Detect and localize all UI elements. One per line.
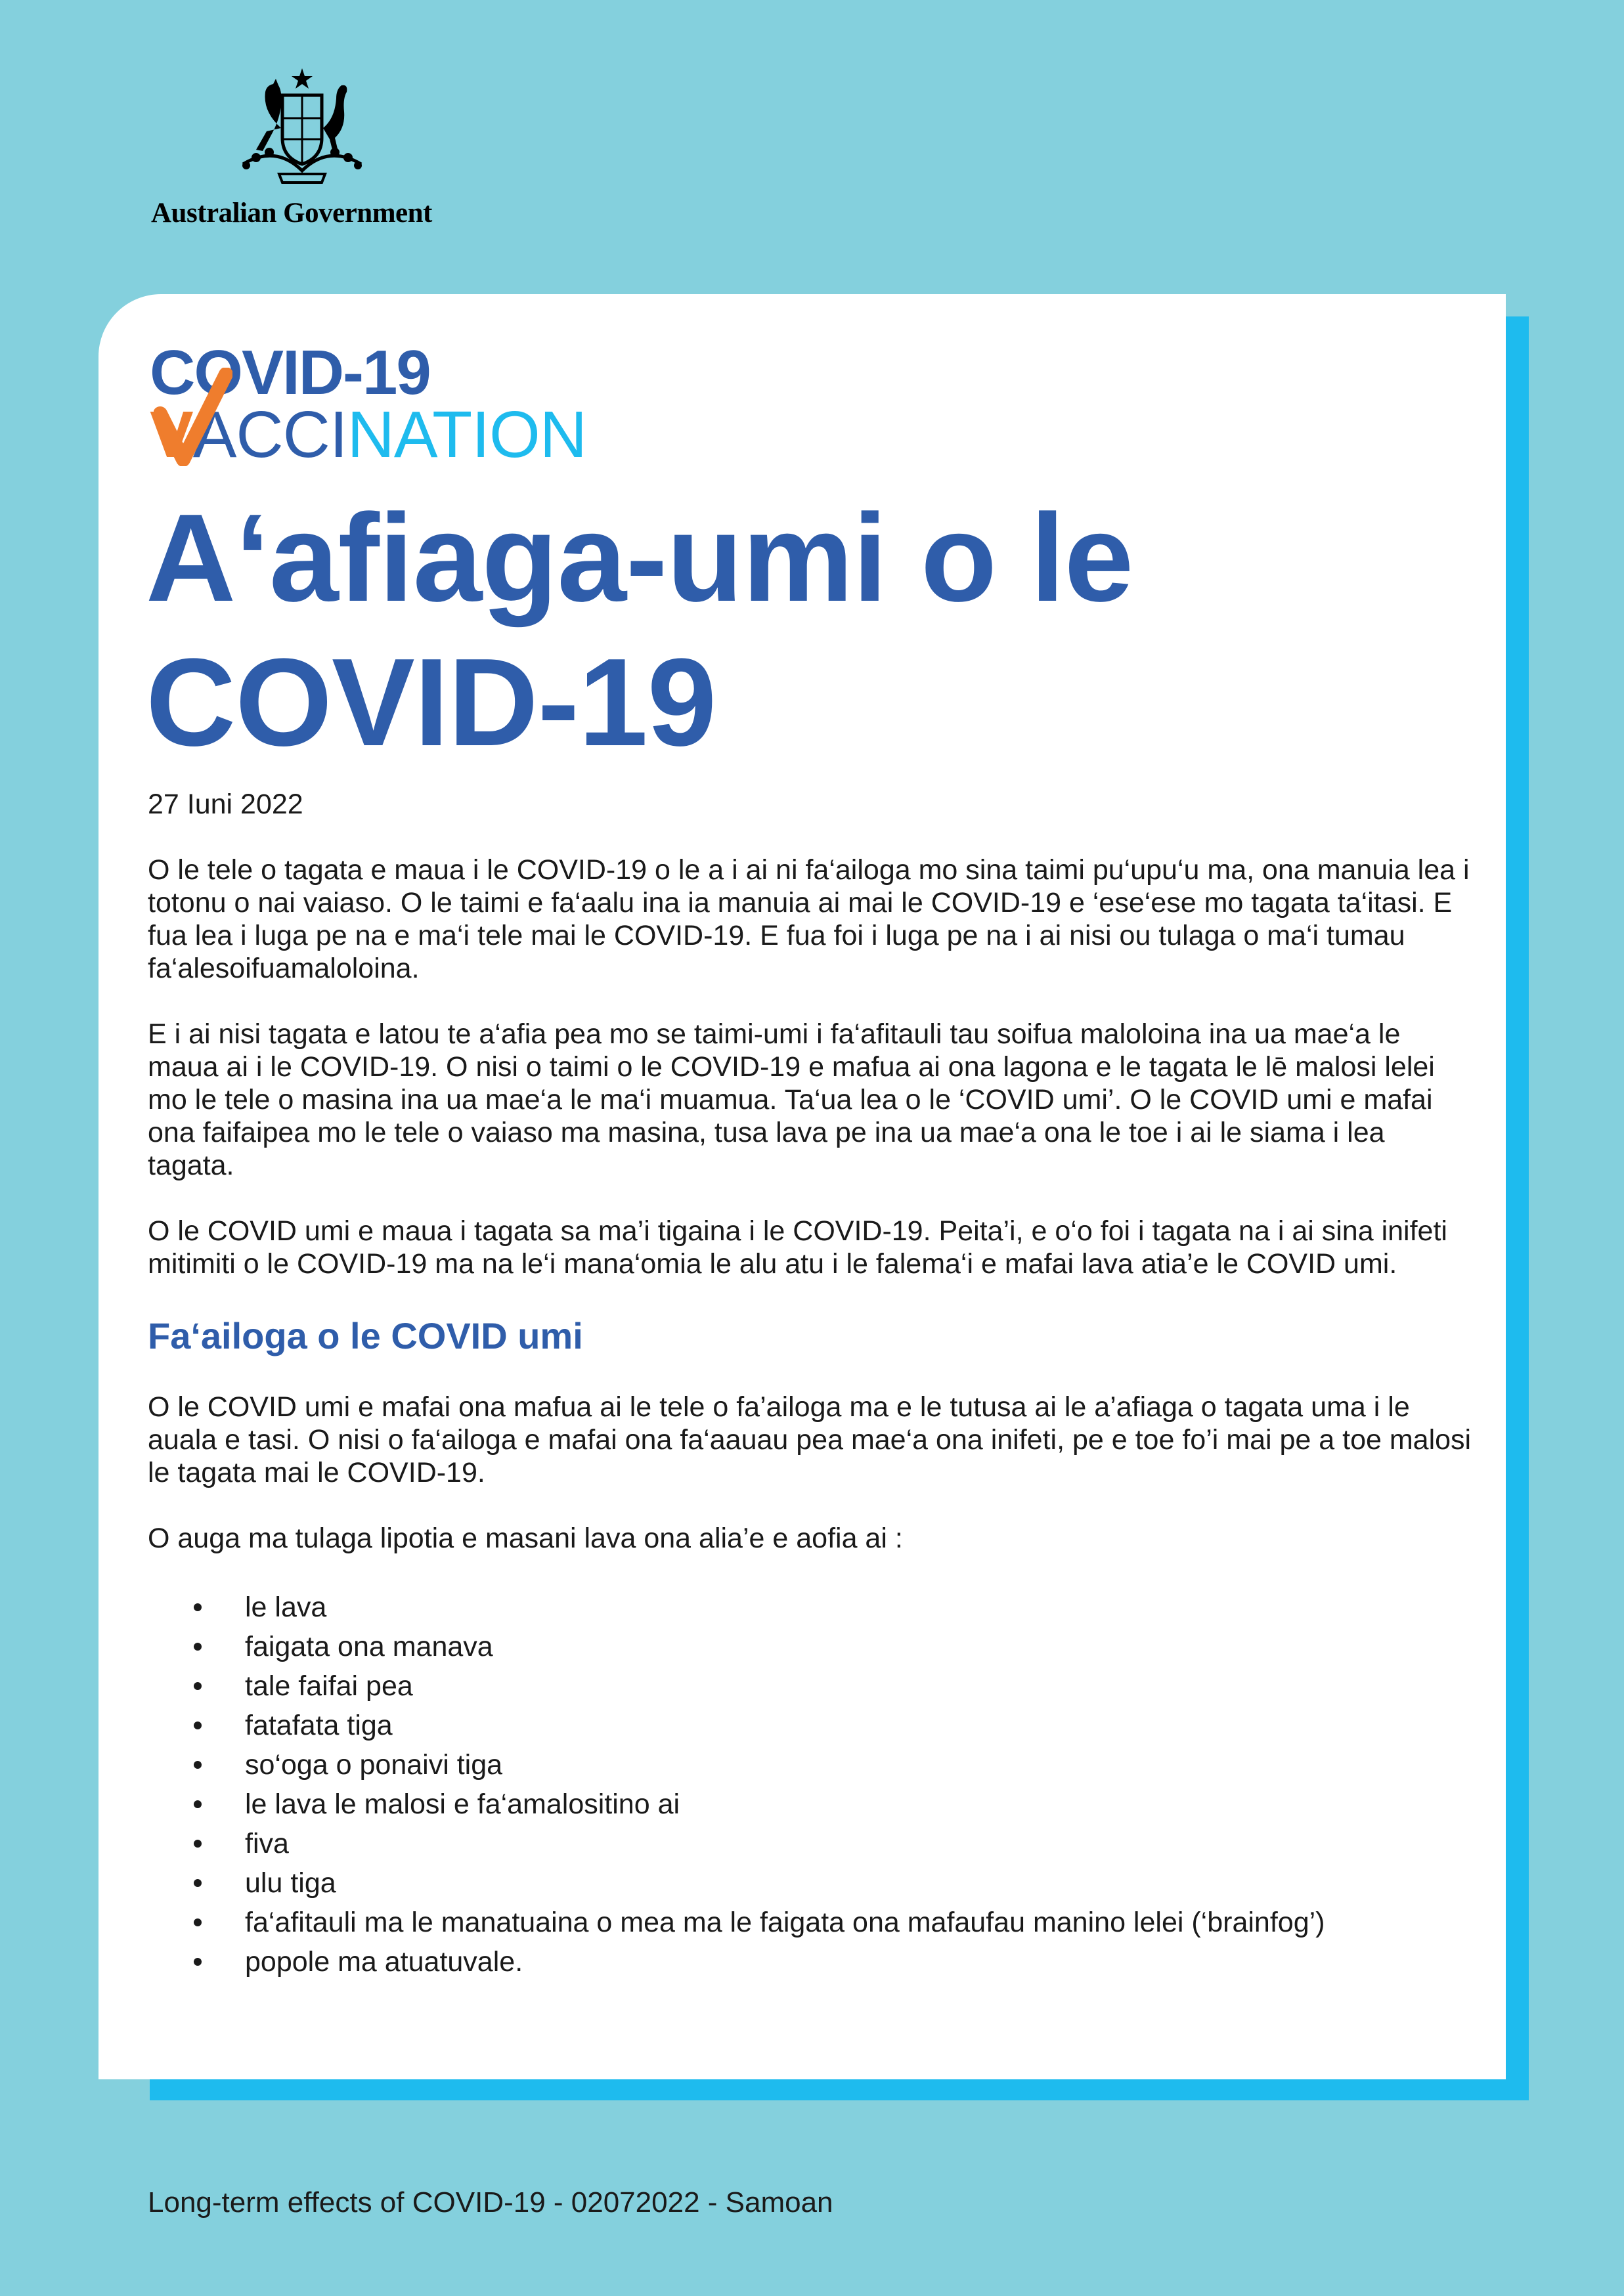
intro-paragraph-3: O le COVID umi e maua i tagata sa ma’i tigaina i le COVID-19. Peita’i, e o‘o foi i tagata na i ai sina inifeti mitimiti o le COVID-19 ma na le‘i mana‘omia le alu atu i le falema‘i e mafai lava atia’e le COVID umi. — [148, 1215, 1447, 1280]
list-item: faigata ona manava — [245, 1627, 1474, 1666]
symptom-list — [148, 1588, 1474, 1982]
main-content — [148, 788, 1474, 1982]
intro-paragraph-2: E i ai nisi tagata e latou te a‘afia pea mo se taimi-umi i fa‘afitauli tau soifua maloloina ina ua mae‘a le maua ai i le COVID-19. O nisi o taimi o le COVID-19 e mafua ai ona lagona e le tagata le lē malosi lelei mo le tele o masina ina ua mae‘a le ma‘i muamua. Ta‘ua lea o le ‘COVID umi’. O le COVID umi e mafai ona faifaipea mo le tele o vaiaso ma masina, tusa lava pe ina ua mae‘a ona le toe i ai le siama i lea tagata. — [148, 1018, 1435, 1181]
brand-nation: NATION — [347, 398, 586, 471]
page-title: A‘afiaga-umi o le COVID-19 — [146, 488, 1133, 772]
covid-vaccination-logo — [150, 337, 609, 473]
list-item: le lava — [245, 1588, 1474, 1627]
list-item: so‘oga o ponaivi tiga — [245, 1745, 1474, 1785]
checkmark-icon — [154, 368, 232, 466]
list-item: fatafata tiga — [245, 1706, 1474, 1745]
section-heading: Fa‘ailoga o le COVID umi — [148, 1315, 583, 1356]
brand-v: V — [150, 398, 193, 471]
document-footer: Long-term effects of COVID-19 - 02072022 - Samoan — [148, 2186, 833, 2219]
section-paragraph-2: O auga ma tulaga lipotia e masani lava ona alia’e e aofia ai : — [148, 1523, 903, 1554]
australian-government-logo — [151, 66, 453, 236]
list-item: popole ma atuatuvale. — [245, 1942, 1474, 1982]
publication-date: 27 Iuni 2022 — [148, 789, 303, 820]
coat-of-arms-icon — [217, 66, 387, 190]
brand-acc: ACCI — [192, 398, 347, 471]
brand-line-1: COVID-19 — [150, 337, 430, 408]
list-item: le lava le malosi e fa‘amalositino ai — [245, 1785, 1474, 1824]
intro-paragraph-1: O le tele o tagata e maua i le COVID-19 o le a i ai ni fa‘ailoga mo sina taimi pu‘upu‘u ma, ona manuia lea i totonu o nai vaiaso. O le taimi e fa‘aalu ina ia manuia ai mai le COVID-19 e ‘ese‘ese mo tagata ta‘itasi. E fua lea i luga pe na e ma‘i tele mai le COVID-19. E fua foi i luga pe na i ai nisi ou tulaga o ma‘i tumau fa‘alesoifuamaloloina. — [148, 854, 1470, 984]
list-item: fa‘afitauli ma le manatuaina o mea ma le faigata ona mafaufau manino lelei (‘brainfog’) — [245, 1903, 1474, 1942]
list-item: fiva — [245, 1824, 1474, 1863]
list-item: tale faifai pea — [245, 1666, 1474, 1706]
list-item: ulu tiga — [245, 1863, 1474, 1903]
section-paragraph-1: O le COVID umi e mafai ona mafua ai le tele o fa’ailoga ma e le tutusa ai le a’afiaga o tagata uma i le auala e tasi. O nisi o fa‘ailoga e mafai ona fa‘aauau pea mae‘a ona inifeti, pe e toe fo’i mai pe a toe malosi le tagata mai le COVID-19. — [148, 1391, 1472, 1488]
government-name: Australian Government — [151, 198, 432, 228]
